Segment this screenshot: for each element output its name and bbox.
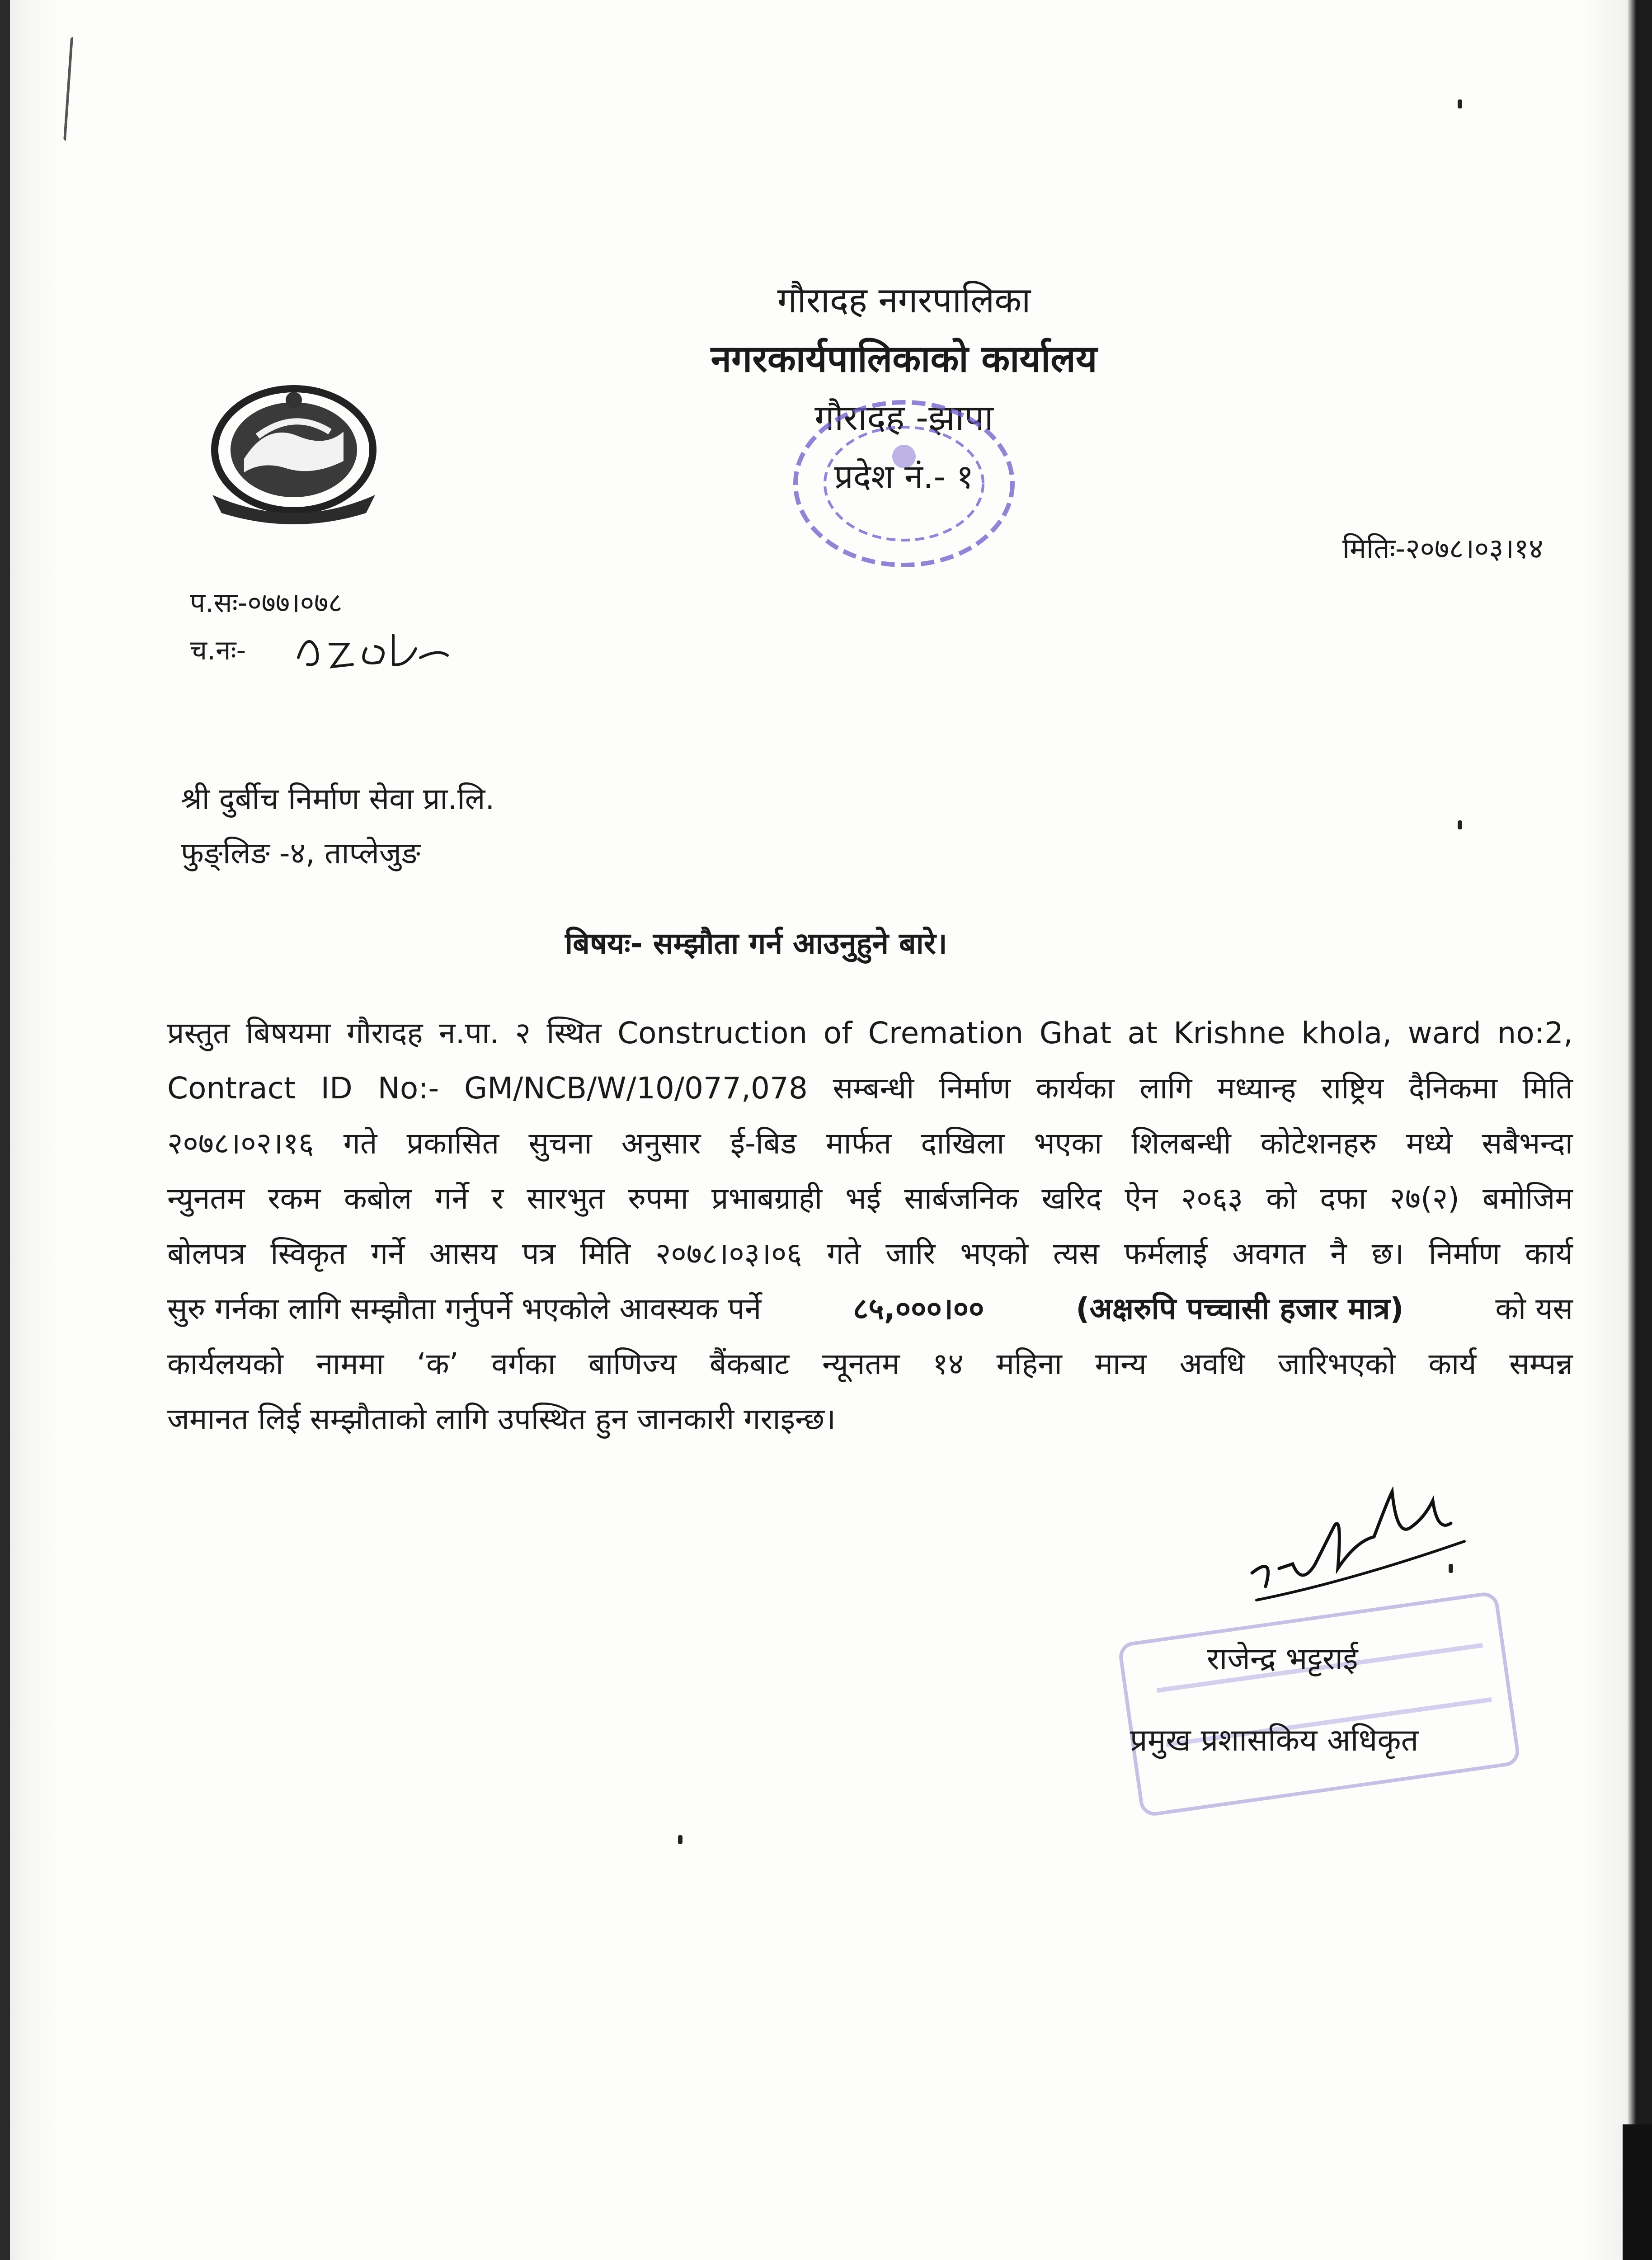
body-line-5 xyxy=(167,1226,1573,1281)
body-word: ‘क’ xyxy=(416,1347,459,1381)
body-word: दाखिला xyxy=(921,1126,1005,1161)
body-word: २७(२) xyxy=(1389,1181,1459,1216)
body-word: Cremation xyxy=(868,1016,1024,1050)
body-word: कार्यलयको xyxy=(167,1347,283,1381)
body-word: कबोल xyxy=(344,1181,412,1216)
body-line-6 xyxy=(167,1281,1573,1337)
body-word: मान्य xyxy=(1095,1347,1147,1381)
body-word: स्थित xyxy=(546,1016,602,1050)
body-word: मध्ये xyxy=(1406,1126,1453,1161)
body-word: २०६३ xyxy=(1181,1181,1243,1216)
body-word: ऐन xyxy=(1125,1181,1158,1216)
body-line-3 xyxy=(167,1116,1573,1171)
body-word: सम्बन्धी xyxy=(833,1071,914,1106)
body-word: नै xyxy=(1330,1236,1347,1271)
body-line-7 xyxy=(167,1337,1573,1392)
body-word: दफा xyxy=(1320,1181,1367,1216)
body-word: ई-बिड xyxy=(730,1126,796,1161)
letter-body xyxy=(167,1006,1573,1447)
body-word: बोलपत्र xyxy=(167,1236,246,1271)
body-word: बाणिज्य xyxy=(588,1347,677,1381)
recipient-address: फुङ्लिङ -४, ताप्लेजुङ xyxy=(181,836,420,871)
body-word: न्युनतम xyxy=(167,1181,245,1216)
body-word: फर्मलाई xyxy=(1124,1236,1208,1271)
body-word: २०७८।०३।०६ xyxy=(655,1236,802,1271)
body-word: सारभुत xyxy=(527,1181,605,1216)
body-word: मार्फत xyxy=(826,1126,892,1161)
office-location: गौरादह -झापा xyxy=(814,398,993,438)
body-word: खरिद xyxy=(1041,1181,1102,1216)
office-name: नगरकार्यपालिकाको कार्यालय xyxy=(711,338,1097,381)
nepal-emblem-icon xyxy=(194,382,393,531)
body-word: ID xyxy=(320,1071,353,1106)
body-word: रकम xyxy=(268,1181,321,1216)
letter-subject: बिषयः- सम्झौता गर्न आउनुहुने बारे। xyxy=(565,926,947,961)
scan-border-bottom-right xyxy=(1623,2124,1652,2260)
body-word: of xyxy=(823,1016,852,1050)
body-line-4 xyxy=(167,1171,1573,1226)
province-number: प्रदेश नं.- १ xyxy=(834,457,974,496)
signatory-name: राजेन्द्र भट्टराई xyxy=(1207,1641,1358,1677)
body-word: सार्बजनिक xyxy=(904,1181,1019,1216)
security-amount-words: (अक्षरुपि पच्चासी हजार मात्र) xyxy=(1076,1291,1404,1326)
body-word: न.पा. xyxy=(439,1016,499,1050)
body-word: सुचना xyxy=(528,1126,592,1161)
body-word: कार्य xyxy=(1428,1347,1477,1381)
body-word: भएका xyxy=(1034,1126,1102,1161)
body-word: भएको xyxy=(960,1236,1028,1271)
letter-number: प.सः-०७७।०७८ xyxy=(190,587,343,619)
body-word: at xyxy=(1127,1016,1158,1050)
signatory-title: प्रमुख प्रशासकिय अधिकृत xyxy=(1130,1723,1419,1758)
body-word: Contract xyxy=(167,1071,296,1106)
body-line-1 xyxy=(167,1006,1573,1061)
body-word: छ। xyxy=(1371,1236,1404,1271)
municipality-name: गौरादह नगरपालिका xyxy=(777,280,1031,321)
speck xyxy=(678,1835,682,1844)
body-word: गते xyxy=(827,1236,861,1271)
body-word: आसय xyxy=(429,1236,498,1271)
body-word: बमोजिम xyxy=(1483,1181,1573,1216)
body-word: प्रकासित xyxy=(406,1126,499,1161)
body-word: no:2, xyxy=(1497,1016,1573,1050)
body-word: प्रभाबग्राही xyxy=(711,1181,823,1216)
body-word: कार्यका xyxy=(1035,1071,1115,1106)
body-word: २०७८।०२।१६ xyxy=(167,1126,314,1161)
body-word: शिलबन्धी xyxy=(1131,1126,1231,1161)
body-word: दैनिकमा xyxy=(1408,1071,1497,1106)
body-word: स्विकृत xyxy=(270,1236,347,1271)
body-word: प्रस्तुत xyxy=(167,1016,230,1050)
body-word: १४ xyxy=(932,1347,964,1381)
body-word: भई xyxy=(845,1181,881,1216)
letter-date: मितिः-२०७८।०३।१४ xyxy=(1342,532,1544,565)
body-word: Construction xyxy=(617,1016,808,1050)
body-word: र xyxy=(491,1181,504,1216)
body-word: गर्ने xyxy=(371,1236,405,1271)
body-word: सम्पन्न xyxy=(1509,1347,1573,1381)
office-seal-stamp xyxy=(777,389,1031,579)
recipient-name: श्री दुर्बीच निर्माण सेवा प्रा.लि. xyxy=(181,782,495,816)
body-line-6-start: सुरु गर्नका लागि सम्झौता गर्नुपर्ने भएकोले आवस्यक पर्ने xyxy=(167,1291,762,1326)
body-word: GM/NCB/W/10/077,078 xyxy=(464,1071,808,1106)
body-word: नाममा xyxy=(316,1347,384,1381)
body-word: गौरादह xyxy=(347,1016,423,1050)
body-line-8 xyxy=(167,1392,1573,1447)
speck xyxy=(1458,820,1462,829)
body-word: कोटेशनहरु xyxy=(1260,1126,1377,1161)
body-word: No:- xyxy=(377,1071,439,1106)
body-word: मिति xyxy=(1522,1071,1573,1106)
security-amount: ८५,०००।०० xyxy=(853,1291,984,1326)
body-line-6-end: को यस xyxy=(1495,1291,1573,1326)
handwritten-dispatch-number xyxy=(289,622,452,676)
body-word: अनुसार xyxy=(621,1126,701,1161)
body-word: जारिभएको xyxy=(1277,1347,1396,1381)
body-word: रुपमा xyxy=(628,1181,688,1216)
officer-stamp xyxy=(1094,1591,1546,1826)
body-line-2 xyxy=(167,1061,1573,1116)
body-word: बिषयमा xyxy=(245,1016,331,1050)
body-word: कार्य xyxy=(1525,1236,1573,1271)
body-word: अवधि xyxy=(1179,1347,1245,1381)
body-word: महिना xyxy=(996,1347,1062,1381)
body-word: जारि xyxy=(885,1236,936,1271)
body-word: को xyxy=(1266,1181,1297,1216)
body-word: बैंकबाट xyxy=(709,1347,790,1381)
body-word: अवगत xyxy=(1232,1236,1306,1271)
body-word: राष्ट्रिय xyxy=(1321,1071,1384,1106)
dispatch-number-label: च.नः- xyxy=(190,635,246,666)
body-word: Krishne xyxy=(1173,1016,1285,1050)
body-word: सबैभन्दा xyxy=(1482,1126,1573,1161)
body-word: गते xyxy=(343,1126,377,1161)
body-word: मध्यान्ह xyxy=(1217,1071,1296,1106)
speck xyxy=(1458,99,1462,108)
body-word: २ xyxy=(515,1016,531,1050)
body-word: निर्माण xyxy=(939,1071,1011,1106)
body-word: निर्माण xyxy=(1428,1236,1500,1271)
body-word: Ghat xyxy=(1039,1016,1112,1050)
body-word: khola, xyxy=(1301,1016,1392,1050)
body-word: गर्ने xyxy=(435,1181,469,1216)
body-word: लागि xyxy=(1139,1071,1192,1106)
body-line-8-text: जमानत लिई सम्झौताको लागि उपस्थित हुन जानकारी गराइन्छ। xyxy=(167,1402,836,1436)
body-word: न्यूनतम xyxy=(822,1347,900,1381)
body-word: वर्गका xyxy=(491,1347,555,1381)
body-word: त्यस xyxy=(1053,1236,1099,1271)
body-word: पत्र xyxy=(522,1236,555,1271)
body-word: मिति xyxy=(580,1236,631,1271)
body-word: ward xyxy=(1407,1016,1482,1050)
scan-border-left xyxy=(0,0,10,2260)
